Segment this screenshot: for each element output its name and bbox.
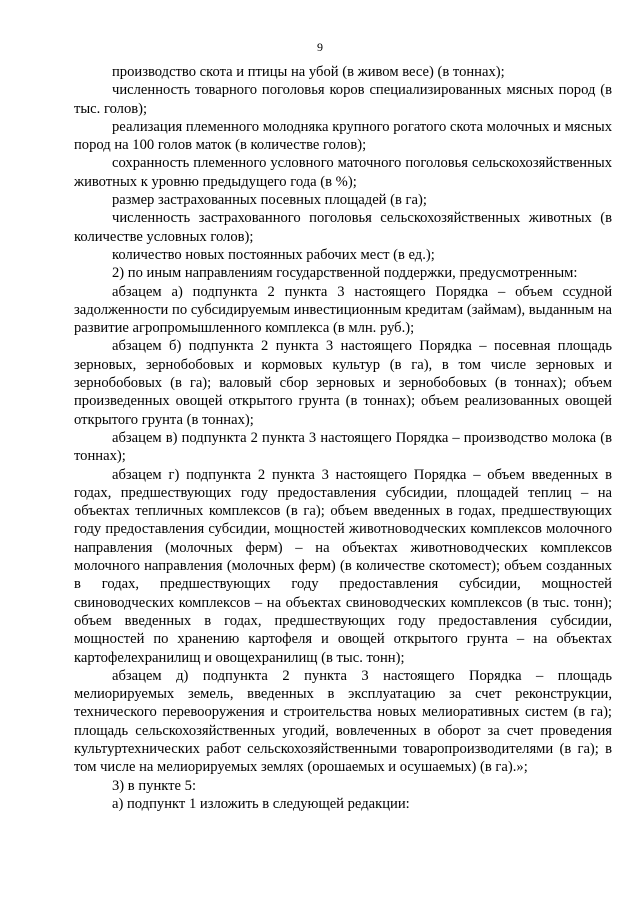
paragraph: абзацем а) подпункта 2 пункта 3 настоящего Порядка – объем ссудной задолженности по субсидируемым инвестиционным кредитам (займам), выданным на развитие агропромышленного комплекса (в млн. руб.); xyxy=(74,283,612,337)
paragraph: абзацем в) подпункта 2 пункта 3 настоящего Порядка – производство молока (в тоннах); xyxy=(74,429,612,465)
paragraph: абзацем г) подпункта 2 пункта 3 настоящего Порядка – объем введенных в годах, предшествующих году предоставления субсидии, площадей теплиц – на объектах тепличных комплексов (в га); объем введенных в годах, предшествующих году предоставления субсидии, мощностей животноводческих комплексов молочного направления (молочных ферм) – на объектах животноводческих комплексов молочного направления (молочных ферм) (в количестве скотомест); объем созданных в годах, предшествующих году предоставления субсидии, мощностей свиноводческих комплексов – на объектах свиноводческих комплексов (в тыс. тонн); объем введенных в годах, предшествующих году предоставления субсидии, мощностей по хранению картофеля и овощей открытого грунта – на объектах картофелехранилищ и овощехранилищ (в тыс. тонн); xyxy=(74,466,612,666)
paragraph: численность товарного поголовья коров специализированных мясных пород (в тыс. голов); xyxy=(74,82,612,117)
paragraph: размер застрахованных посевных площадей (в га); xyxy=(112,192,427,209)
page-number: 9 xyxy=(317,40,323,54)
paragraph: численность застрахованного поголовья сельскохозяйственных животных (в количестве условных голов); xyxy=(74,210,612,245)
paragraph: количество новых постоянных рабочих мест (в ед.); xyxy=(112,246,435,263)
paragraph: реализация племенного молодняка крупного рогатого скота молочных и мясных пород на 100 голов маток (в количестве голов); xyxy=(74,118,612,154)
paragraph: сохранность племенного условного маточного поголовья сельскохозяйственных животных к уровню предыдущего года (в %); xyxy=(74,155,612,190)
paragraph: абзацем д) подпункта 2 пункта 3 настоящего Порядка – площадь мелиорируемых земель, введенных в эксплуатацию за счет реконструкции, технического перевооружения и строительства новых мелиоративных систем (в га); площадь сельскохозяйственных угодий, вовлеченных в оборот за счет проведения культуртехнических работ сельскохозяйственными товаропроизводителями (в га); в том числе на мелиорируемых землях (орошаемых и осушаемых) (в га).»; xyxy=(74,667,612,776)
paragraph: абзацем б) подпункта 2 пункта 3 настоящего Порядка – посевная площадь зерновых, зернобобовых и кормовых культур (в га), в том числе зерновых и зернобобовых (в га); валовый сбор зерновых и зернобобовых (в тоннах); объем произведенных овощей открытого грунта (в тоннах); объем реализованных овощей открытого грунта (в тоннах); xyxy=(74,338,612,428)
paragraph: 3) в пункте 5: xyxy=(112,777,197,794)
paragraph: а) подпункт 1 изложить в следующей редакции: xyxy=(112,795,410,812)
paragraph: 2) по иным направлениям государственной поддержки, предусмотренным: xyxy=(112,265,578,282)
paragraph: производство скота и птицы на убой (в живом весе) (в тоннах); xyxy=(112,64,505,80)
document-body xyxy=(74,63,612,813)
